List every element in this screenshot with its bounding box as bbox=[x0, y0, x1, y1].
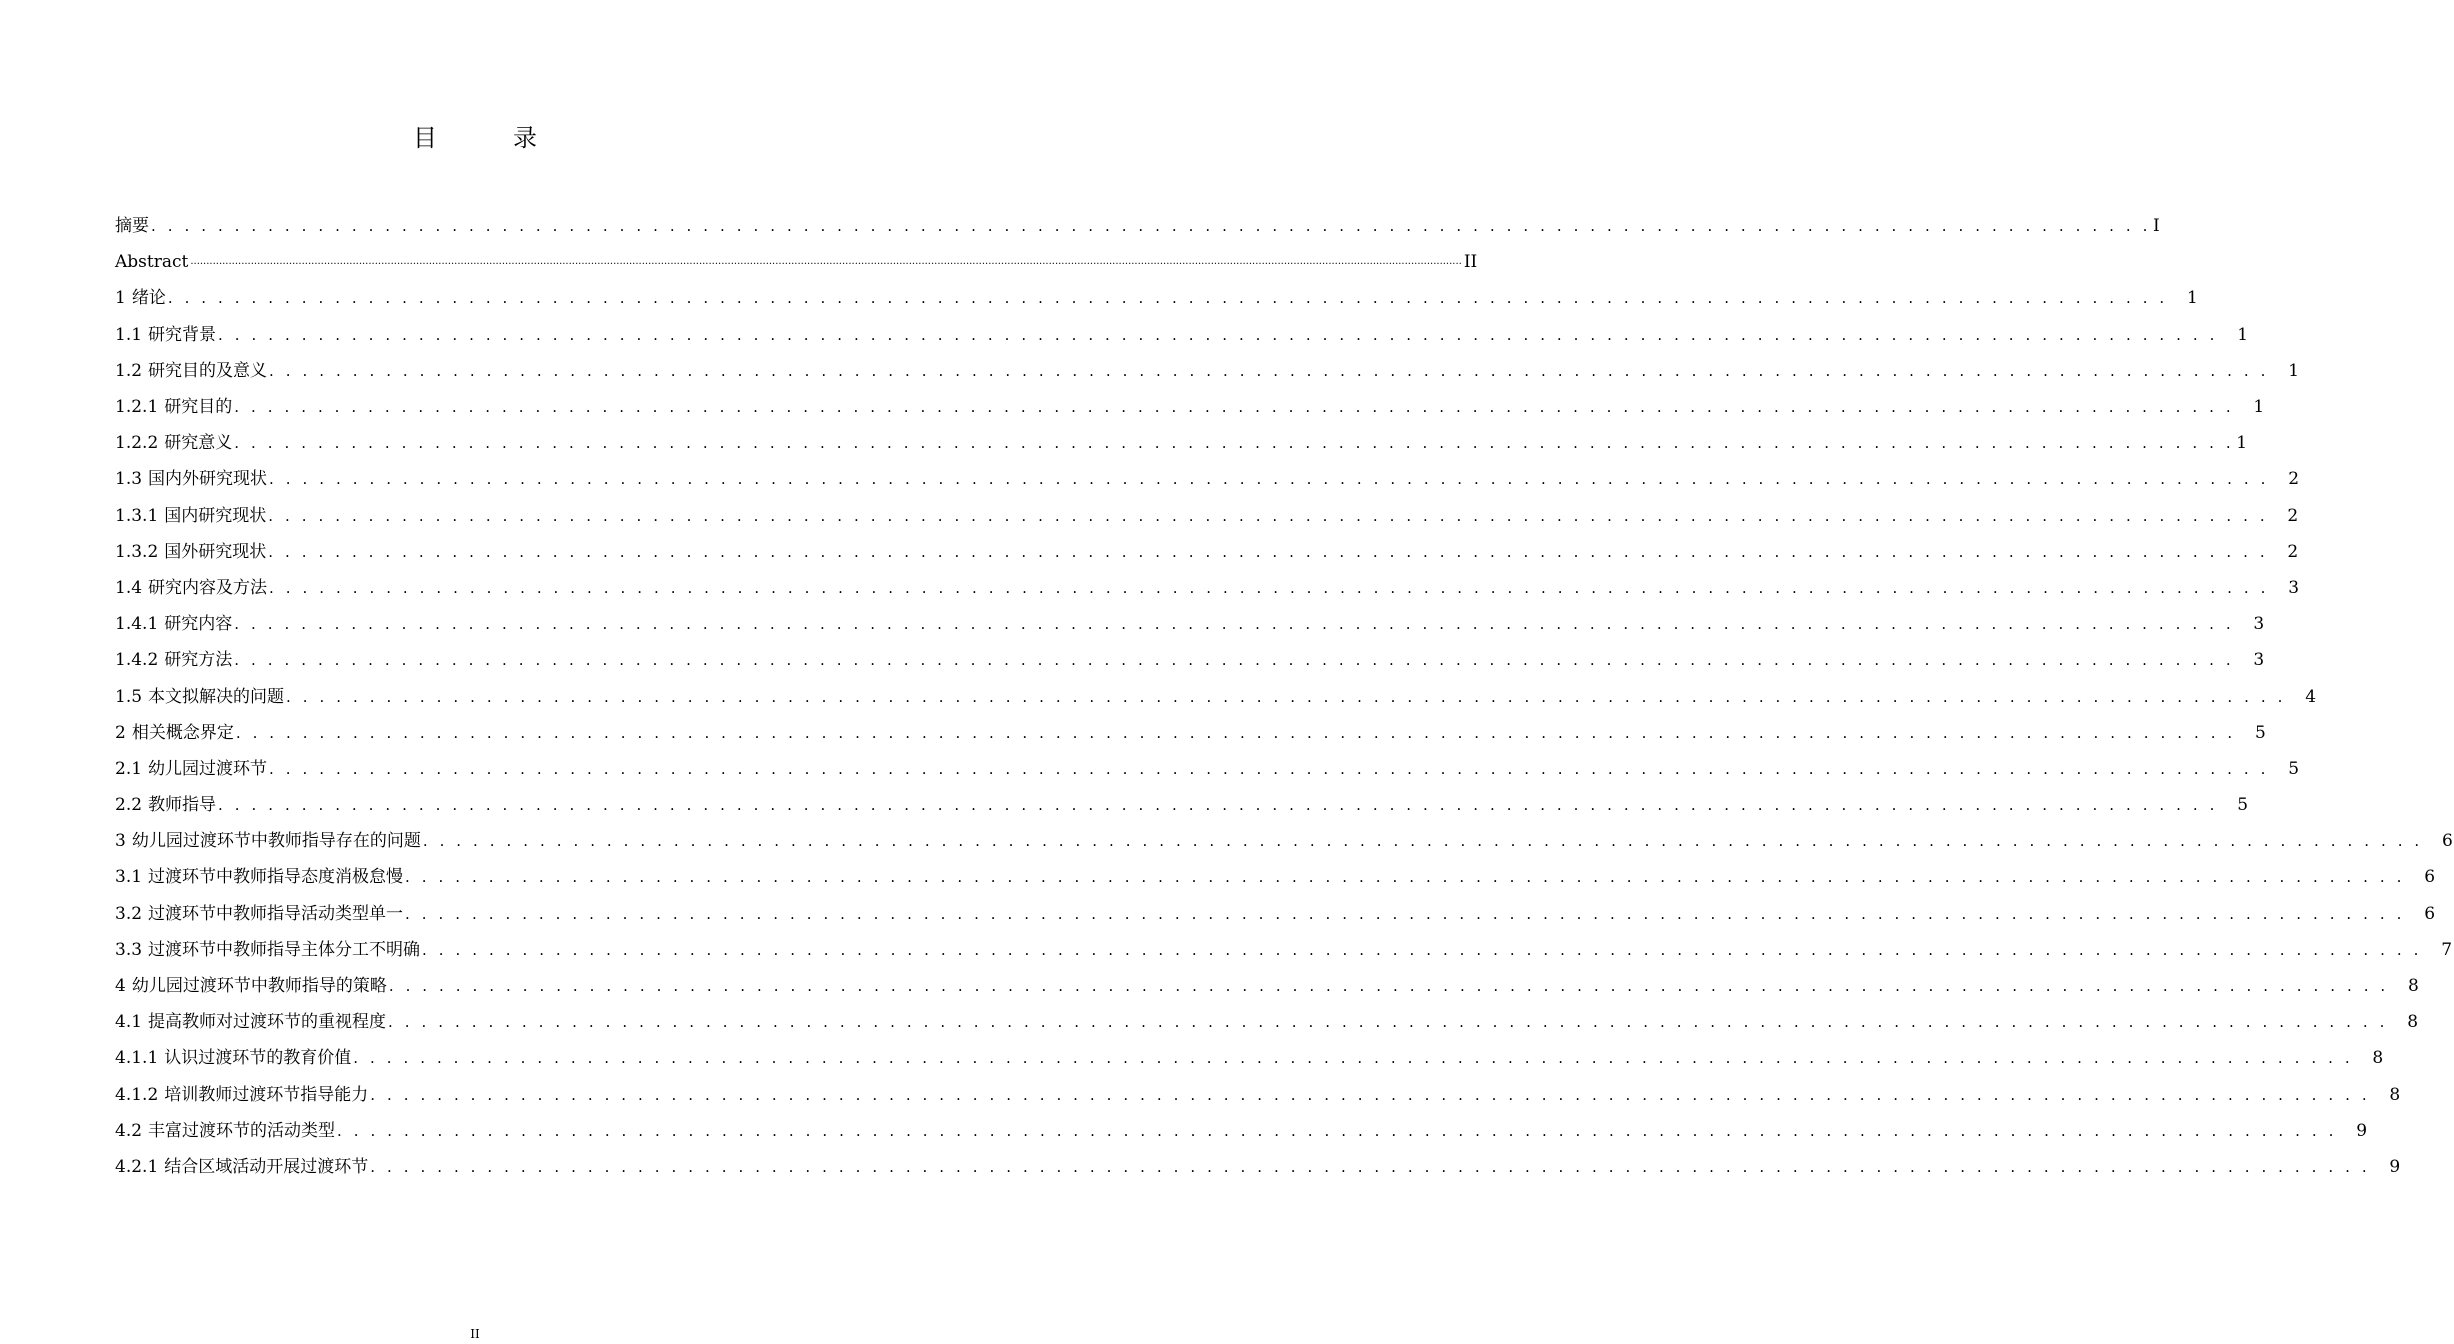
toc-entry-number: 4.2.1 bbox=[115, 1156, 159, 1177]
toc-entry-number: 3 bbox=[115, 831, 126, 852]
toc-entry-label bbox=[115, 288, 166, 308]
dot-leader: . . . . . . . . . . . . . . . . . . . . . . . . . . . . . . . . . . . . . . . . . . . . . . . . . . . . . . . . . . . . . . . . . . . . . . . . . . . . . . . . . . . . . . . . . . . . . . . . . . . . . . . . . . . . . . . . . . . . . . . . bbox=[235, 723, 2236, 742]
toc-entry-title: 国内研究现状 bbox=[164, 505, 267, 526]
toc-entry-number: 4.2 bbox=[115, 1120, 143, 1141]
toc-entry-title: 绪论 bbox=[131, 288, 166, 309]
toc-entry-label bbox=[115, 578, 267, 598]
toc-entry-number: 1.3.1 bbox=[115, 505, 159, 526]
toc-entry-label bbox=[115, 542, 266, 562]
toc-entry-label bbox=[115, 325, 216, 345]
toc-entry-title: 过渡环节中教师指导活动类型单一 bbox=[148, 903, 404, 924]
toc-entry-page: 8 bbox=[2407, 976, 2419, 997]
toc-entry-number: 1.4.2 bbox=[115, 650, 159, 671]
toc-entry-title: 幼儿园过渡环节中教师指导的策略 bbox=[131, 976, 387, 997]
toc-entry-title: 国外研究现状 bbox=[164, 541, 267, 562]
toc-entry-title: 培训教师过渡环节指导能力 bbox=[164, 1084, 369, 1105]
toc-entry-title: 教师指导 bbox=[148, 795, 217, 816]
toc-entry-page: 2 bbox=[2288, 469, 2300, 490]
dot-leader: . . . . . . . . . . . . . . . . . . . . . . . . . . . . . . . . . . . . . . . . . . . . . . . . . . . . . . . . . . . . . . . . . . . . . . . . . . . . . . . . . . . . . . . . . . . . . . . . . . . . . . . . . . . . . . . . . . . . . . . . bbox=[167, 289, 2168, 308]
toc-entry-label bbox=[115, 867, 403, 887]
toc-entry-title: 幼儿园过渡环节 bbox=[148, 758, 268, 779]
dot-leader: ................................................................................................................................................................................................................................................................................................................................................................................................................ bbox=[190, 256, 1462, 268]
toc-entry[interactable] bbox=[115, 715, 2266, 751]
toc-entry[interactable] bbox=[115, 208, 2160, 244]
toc-entry-title: 提高教师对过渡环节的重视程度 bbox=[148, 1012, 387, 1033]
toc-entry-page: 9 bbox=[2389, 1156, 2401, 1177]
toc-entry-title: 研究意义 bbox=[164, 433, 233, 454]
toc-entry-label bbox=[115, 469, 267, 489]
toc-entry[interactable] bbox=[115, 498, 2299, 534]
toc-entry-page: 8 bbox=[2372, 1048, 2384, 1069]
dot-leader: . . . . . . . . . . . . . . . . . . . . . . . . . . . . . . . . . . . . . . . . . . . . . . . . . . . . . . . . . . . . . . . . . . . . . . . . . . . . . . . . . . . . . . . . . . . . . . . . . . . . . . . . . . . . . . . . . . . . . . . . bbox=[234, 651, 2235, 670]
toc-entry-label bbox=[115, 1012, 386, 1032]
toc-entry-number: 1.1 bbox=[115, 324, 143, 345]
toc-entry-title: 摘要 bbox=[115, 216, 149, 237]
toc-entry-number: 1.3 bbox=[115, 469, 143, 490]
toc-entry-label bbox=[115, 1121, 335, 1141]
toc-entry-label bbox=[115, 723, 234, 743]
toc-entry-label bbox=[115, 614, 232, 634]
toc-entry-page: 7 bbox=[2441, 939, 2453, 960]
toc-entry[interactable] bbox=[115, 1149, 2401, 1185]
toc-entry[interactable] bbox=[115, 425, 2248, 461]
toc-entry-number: 1.5 bbox=[115, 686, 143, 707]
dot-leader: . . . . . . . . . . . . . . . . . . . . . . . . . . . . . . . . . . . . . . . . . . . . . . . . . . . . . . . . . . . . . . . . . . . . . . . . . . . . . . . . . . . . . . . . . . . . . . . . . . . . . . . . . . . . . . . . . . . . . . . . bbox=[218, 325, 2219, 344]
toc-entry-page: 2 bbox=[2287, 541, 2299, 562]
toc-entry-page: 6 bbox=[2424, 867, 2436, 888]
toc-entry-label bbox=[115, 940, 420, 960]
toc-entry-number: 1.4.1 bbox=[115, 614, 159, 635]
dot-leader: . . . . . . . . . . . . . . . . . . . . . . . . . . . . . . . . . . . . . . . . . . . . . . . . . . . . . . . . . . . . . . . . . . . . . . . . . . . . . . . . . . . . . . . . . . . . . . . . . . . . . . . . . . . . . . . . . . . . . . . . bbox=[337, 1121, 2338, 1140]
toc-entry-title: 研究内容及方法 bbox=[148, 577, 268, 598]
toc-entry[interactable] bbox=[115, 1004, 2419, 1040]
toc-entry-label bbox=[115, 650, 232, 670]
toc-entry-title: 结合区域活动开展过渡环节 bbox=[164, 1156, 369, 1177]
toc-entry[interactable] bbox=[115, 751, 2300, 787]
toc-entry[interactable] bbox=[115, 642, 2265, 678]
dot-leader: . . . . . . . . . . . . . . . . . . . . . . . . . . . . . . . . . . . . . . . . . . . . . . . . . . . . . . . . . . . . . . . . . . . . . . . . . . . . . . . . . . . . . . . . . . . . . . . . . . . . . . . . . . . . . . . . . . . . . . . . bbox=[422, 832, 2423, 851]
table-of-contents bbox=[115, 208, 2453, 1185]
toc-entry-number: 4.1 bbox=[115, 1012, 143, 1033]
toc-entry-page: 9 bbox=[2356, 1120, 2368, 1141]
toc-entry-label bbox=[115, 904, 403, 924]
toc-entry-number: 3.2 bbox=[115, 903, 143, 924]
toc-entry-page: 1 bbox=[2253, 397, 2265, 418]
toc-entry-page: 3 bbox=[2253, 650, 2265, 671]
toc-entry-title: 研究背景 bbox=[148, 324, 217, 345]
toc-entry-title: 研究目的 bbox=[164, 397, 233, 418]
dot-leader: . . . . . . . . . . . . . . . . . . . . . . . . . . . . . . . . . . . . . . . . . . . . . . . . . . . . . . . . . . . . . . . . . . . . . . . . . . . . . . . . . . . . . . . . . . . . . . . . . . . . . . . . . . . . . . . . . . . . . . . . bbox=[268, 542, 2269, 561]
dot-leader: . . . . . . . . . . . . . . . . . . . . . . . . . . . . . . . . . . . . . . . . . . . . . . . . . . . . . . . . . . . . . . . . . . . . . . . . . . . . . . . . . . . . . . . . . . . . . . . . . . . . . . . . . . . . . . . . . . . . . . . . bbox=[234, 615, 2235, 634]
toc-entry-number: 3.3 bbox=[115, 939, 143, 960]
toc-entry[interactable] bbox=[115, 678, 2317, 714]
toc-entry[interactable] bbox=[115, 280, 2198, 316]
dot-leader: . . . . . . . . . . . . . . . . . . . . . . . . . . . . . . . . . . . . . . . . . . . . . . . . . . . . . . . . . . . . . . . . . . . . . . . . . . . . . . . . . . . . . . . . . . . . . . . . . . . . . . . . . . . . . . . . . . . . . . . . bbox=[370, 1157, 2371, 1176]
toc-entry-page: 5 bbox=[2254, 722, 2266, 743]
toc-entry-number: 1 bbox=[115, 288, 126, 309]
page-number: II bbox=[470, 1327, 480, 1341]
dot-leader: . . . . . . . . . . . . . . . . . . . . . . . . . . . . . . . . . . . . . . . . . . . . . . . . . . . . . . . . . . . . . . . . . . . . . . . . . . . . . . . . . . . . . . . . . . . . . . . . . . . . . . . . . . . . . . . . . . . . . . . . bbox=[422, 940, 2423, 959]
toc-entry-number: 4.1.2 bbox=[115, 1084, 159, 1105]
toc-entry-label bbox=[115, 687, 284, 707]
toc-entry[interactable] bbox=[115, 353, 2300, 389]
toc-entry[interactable] bbox=[115, 932, 2453, 968]
toc-entry-page: II bbox=[1463, 252, 1478, 273]
toc-entry-label bbox=[115, 759, 267, 779]
toc-entry-title: 相关概念界定 bbox=[131, 722, 234, 743]
toc-entry-title: 研究方法 bbox=[164, 650, 233, 671]
dot-leader: . . . . . . . . . . . . . . . . . . . . . . . . . . . . . . . . . . . . . . . . . . . . . . . . . . . . . . . . . . . . . . . . . . . . . . . . . . . . . . . . . . . . . . . . . . . . . . . . . . . . . . . . . . . . . . . . . . . . . . . . bbox=[269, 470, 2270, 489]
toc-entry-label bbox=[115, 252, 188, 272]
toc-entry-page: 6 bbox=[2441, 831, 2453, 852]
toc-entry-page: 4 bbox=[2305, 686, 2317, 707]
dot-leader: . . . . . . . . . . . . . . . . . . . . . . . . . . . . . . . . . . . . . . . . . . . . . . . . . . . . . . . . . . . . . . . . . . . . . . . . . . . . . . . . . . . . . . . . . . . . . . . . . . . . . . . . . . . . . . . . . . . . . . . . bbox=[269, 759, 2270, 778]
toc-entry[interactable] bbox=[115, 1040, 2384, 1076]
toc-entry-title: 认识过渡环节的教育价值 bbox=[164, 1048, 352, 1069]
dot-leader: . . . . . . . . . . . . . . . . . . . . . . . . . . . . . . . . . . . . . . . . . . . . . . . . . . . . . . . . . . . . . . . . . . . . . . . . . . . . . . . . . . . . . . . . . . . . . . . . . . . . . . . . . . . . . . . . . . . . . . . . bbox=[370, 1085, 2371, 1104]
toc-entry[interactable] bbox=[115, 570, 2300, 606]
dot-leader: . . . . . . . . . . . . . . . . . . . . . . . . . . . . . . . . . . . . . . . . . . . . . . . . . . . . . . . . . . . . . . . . . . . . . . . . . . . . . . . . . . . . . . . . . . . . . . . . . . . . . . . . . . . . . . . . . . . . . . . . bbox=[405, 868, 2406, 887]
toc-entry-number: 2 bbox=[115, 722, 126, 743]
dot-leader: . . . . . . . . . . . . . . . . . . . . . . . . . . . . . . . . . . . . . . . . . . . . . . . . . . . . . . . . . . . . . . . . . . . . . . . . . . . . . . . . . . . . . . . . . . . . . . . . . . . . . . . . . . . . . . . . . . . . . . . . bbox=[218, 796, 2219, 815]
dot-leader: . . . . . . . . . . . . . . . . . . . . . . . . . . . . . . . . . . . . . . . . . . . . . . . . . . . . . . . . . . . . . . . . . . . . . . . . . . . . . . . . . . . . . . . . . . . . . . . . . . . . . . . . . . . . . . . . . . . . . . . . bbox=[268, 506, 2269, 525]
toc-entry-page: 8 bbox=[2389, 1084, 2401, 1105]
toc-entry-number: 1.4 bbox=[115, 577, 143, 598]
toc-entry-label bbox=[115, 795, 216, 815]
toc-entry-label bbox=[115, 1085, 368, 1105]
toc-entry[interactable] bbox=[115, 859, 2436, 895]
toc-entry[interactable] bbox=[115, 823, 2453, 859]
toc-entry[interactable] bbox=[115, 244, 1478, 280]
dot-leader: . . . . . . . . . . . . . . . . . . . . . . . . . . . . . . . . . . . . . . . . . . . . . . . . . . . . . . . . . . . . . . . . . . . . . . . . . . . . . . . . . . . . . . . . . . . . . . . . . . . . . . . . . . . . . . . . . . . . . . . . bbox=[234, 434, 2235, 453]
toc-entry-page: 8 bbox=[2407, 1012, 2419, 1033]
toc-entry[interactable] bbox=[115, 1113, 2368, 1149]
toc-entry-title: 过渡环节中教师指导主体分工不明确 bbox=[148, 939, 421, 960]
dot-leader: . . . . . . . . . . . . . . . . . . . . . . . . . . . . . . . . . . . . . . . . . . . . . . . . . . . . . . . . . . . . . . . . . . . . . . . . . . . . . . . . . . . . . . . . . . . . . . . . . . . . . . . . . . . . . . . . . . . . . . . . bbox=[388, 1013, 2389, 1032]
toc-entry-number: 4.1.1 bbox=[115, 1048, 159, 1069]
toc-entry-label bbox=[115, 831, 421, 851]
toc-entry-page: 3 bbox=[2253, 614, 2265, 635]
toc-entry-label bbox=[115, 506, 266, 526]
toc-entry-title: 国内外研究现状 bbox=[148, 469, 268, 490]
toc-entry-title: 过渡环节中教师指导态度消极怠慢 bbox=[148, 867, 404, 888]
toc-entry-number: 1.3.2 bbox=[115, 541, 159, 562]
toc-entry-label bbox=[115, 1157, 368, 1177]
toc-entry-page: I bbox=[2152, 216, 2160, 237]
toc-entry[interactable] bbox=[115, 534, 2299, 570]
toc-entry-title: Abstract bbox=[115, 252, 189, 273]
toc-entry-label bbox=[115, 361, 267, 381]
dot-leader: . . . . . . . . . . . . . . . . . . . . . . . . . . . . . . . . . . . . . . . . . . . . . . . . . . . . . . . . . . . . . . . . . . . . . . . . . . . . . . . . . . . . . . . . . . . . . . . . . . . . . . . . . . . . . . . . . . . . . . . . bbox=[405, 904, 2406, 923]
toc-entry-number: 2.1 bbox=[115, 758, 143, 779]
toc-entry[interactable] bbox=[115, 606, 2265, 642]
toc-entry-title: 幼儿园过渡环节中教师指导存在的问题 bbox=[131, 831, 421, 852]
toc-entry-page: 6 bbox=[2424, 903, 2436, 924]
dot-leader: . . . . . . . . . . . . . . . . . . . . . . . . . . . . . . . . . . . . . . . . . . . . . . . . . . . . . . . . . . . . . . . . . . . . . . . . . . . . . . . . . . . . . . . . . . . . . . . . . . . . . . . . . . . . . . . . . . . . . . . . bbox=[286, 687, 2287, 706]
toc-entry[interactable] bbox=[115, 389, 2265, 425]
toc-entry-number: 2.2 bbox=[115, 795, 143, 816]
toc-entry-page: 1 bbox=[2236, 433, 2248, 454]
toc-entry-number: 1.2.1 bbox=[115, 397, 159, 418]
toc-entry-label bbox=[115, 433, 232, 453]
toc-entry-page: 1 bbox=[2237, 324, 2249, 345]
dot-leader: . . . . . . . . . . . . . . . . . . . . . . . . . . . . . . . . . . . . . . . . . . . . . . . . . . . . . . . . . . . . . . . . . . . . . . . . . . . . . . . . . . . . . . . . . . . . . . . . . . . . . . . . . . . . . . . . . . . . . . . . bbox=[269, 361, 2270, 380]
toc-entry-page: 1 bbox=[2288, 360, 2300, 381]
toc-entry-title: 研究内容 bbox=[164, 614, 233, 635]
toc-entry[interactable] bbox=[115, 317, 2249, 353]
toc-entry-number: 4 bbox=[115, 976, 126, 997]
toc-entry[interactable] bbox=[115, 461, 2300, 497]
dot-leader: . . . . . . . . . . . . . . . . . . . . . . . . . . . . . . . . . . . . . . . . . . . . . . . . . . . . . . . . . . . . . . . . . . . . . . . . . . . . . . . . . . . . . . . . . . . . . . . . . . . . . . . . . . . . . . . . . . . . . . . . bbox=[269, 578, 2270, 597]
toc-entry-page: 5 bbox=[2288, 758, 2300, 779]
toc-entry-title: 研究目的及意义 bbox=[148, 360, 268, 381]
toc-entry-label bbox=[115, 1048, 351, 1068]
toc-entry[interactable] bbox=[115, 1077, 2401, 1113]
toc-entry-title: 丰富过渡环节的活动类型 bbox=[148, 1120, 336, 1141]
toc-entry-label bbox=[115, 397, 232, 417]
dot-leader: . . . . . . . . . . . . . . . . . . . . . . . . . . . . . . . . . . . . . . . . . . . . . . . . . . . . . . . . . . . . . . . . . . . . . . . . . . . . . . . . . . . . . . . . . . . . . . . . . . . . . . . . . . . . . . . . . . . . . . . . bbox=[234, 398, 2235, 417]
toc-entry-title: 本文拟解决的问题 bbox=[148, 686, 285, 707]
dot-leader: . . . . . . . . . . . . . . . . . . . . . . . . . . . . . . . . . . . . . . . . . . . . . . . . . . . . . . . . . . . . . . . . . . . . . . . . . . . . . . . . . . . . . . . . . . . . . . . . . . . . . . . . . . . . . . . . . . . . . . . . bbox=[353, 1049, 2354, 1068]
toc-entry[interactable] bbox=[115, 968, 2419, 1004]
toc-entry-number: 1.2 bbox=[115, 360, 143, 381]
toc-entry-page: 1 bbox=[2186, 288, 2198, 309]
page-title: 目 录 bbox=[413, 124, 563, 152]
toc-entry-page: 2 bbox=[2287, 505, 2299, 526]
toc-entry-page: 3 bbox=[2288, 577, 2300, 598]
toc-entry-number: 3.1 bbox=[115, 867, 143, 888]
toc-entry-page: 5 bbox=[2237, 795, 2249, 816]
dot-leader: . . . . . . . . . . . . . . . . . . . . . . . . . . . . . . . . . . . . . . . . . . . . . . . . . . . . . . . . . . . . . . . . . . . . . . . . . . . . . . . . . . . . . . . . . . . . . . . . . . . . . . . . . . . . . . . . . . . . . . . . bbox=[151, 217, 2151, 236]
toc-entry-label bbox=[115, 976, 387, 996]
toc-entry-number: 1.2.2 bbox=[115, 433, 159, 454]
toc-entry[interactable] bbox=[115, 787, 2249, 823]
dot-leader: . . . . . . . . . . . . . . . . . . . . . . . . . . . . . . . . . . . . . . . . . . . . . . . . . . . . . . . . . . . . . . . . . . . . . . . . . . . . . . . . . . . . . . . . . . . . . . . . . . . . . . . . . . . . . . . . . . . . . . . . bbox=[388, 977, 2389, 996]
toc-entry-label bbox=[115, 216, 149, 236]
toc-entry[interactable] bbox=[115, 896, 2436, 932]
